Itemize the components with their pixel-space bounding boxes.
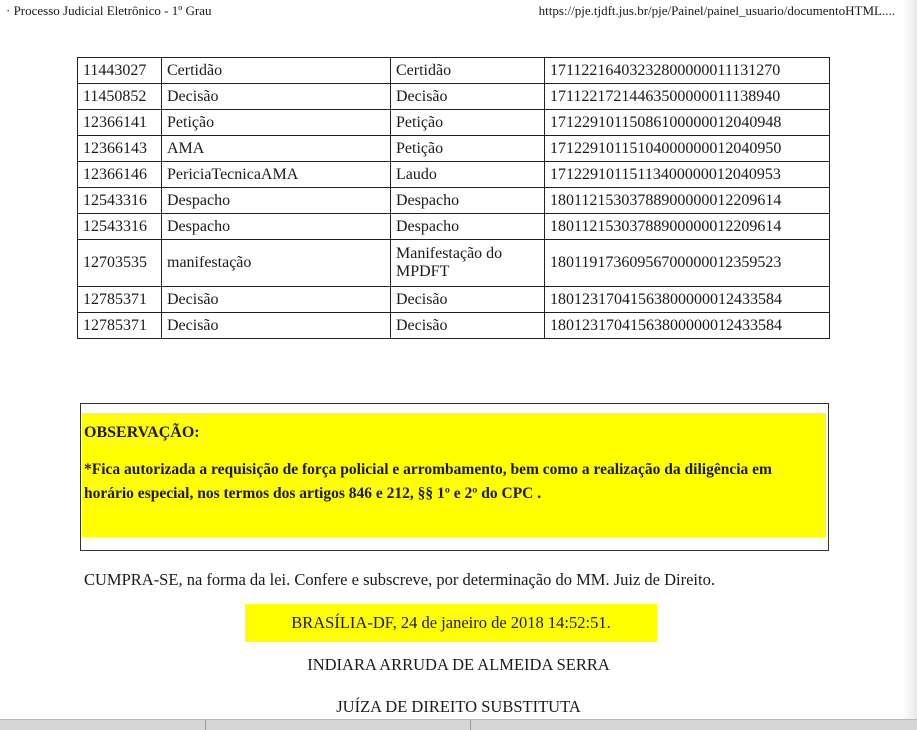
table-row — [78, 136, 830, 162]
doc-name-cell: Decisão — [162, 287, 391, 313]
date-line: BRASÍLIA-DF, 24 de janeiro de 2018 14:52:51. — [291, 613, 611, 632]
doc-type-cell: Decisão — [391, 313, 545, 339]
page-edge-shadow — [903, 0, 917, 730]
doc-type-cell: Decisão — [391, 84, 545, 110]
doc-type-cell: Laudo — [391, 162, 545, 188]
doc-id-cell: 12543316 — [78, 214, 162, 240]
signer-name: INDIARA ARRUDA DE ALMEIDA SERRA — [307, 655, 610, 674]
doc-hash-cell: 17122910115113400000012040953 — [545, 162, 830, 188]
doc-hash-cell: 17122910115086100000012040948 — [545, 110, 830, 136]
cumpra-se-statement: CUMPRA-SE, na forma da lei. Confere e subscreve, por determinação do MM. Juiz de Direito. — [84, 570, 715, 589]
doc-name-cell: Decisão — [162, 84, 391, 110]
doc-id-cell: 12703535 — [78, 240, 162, 287]
table-row — [78, 313, 830, 339]
table-row — [78, 58, 830, 84]
signer-title: JUÍZA DE DIREITO SUBSTITUTA — [336, 697, 581, 716]
doc-id-cell: 12366143 — [78, 136, 162, 162]
table-row — [78, 240, 830, 287]
doc-id-cell: 11443027 — [78, 58, 162, 84]
header-url: https://pje.tjdft.jus.br/pje/Painel/painel_usuario/documentoHTML.... — [538, 3, 895, 18]
doc-name-cell: Petição — [162, 110, 391, 136]
toolbar-divider — [470, 720, 471, 730]
doc-type-cell: Certidão — [391, 58, 545, 84]
table-row — [78, 110, 830, 136]
doc-type-cell: Despacho — [391, 188, 545, 214]
documents-table — [77, 57, 830, 339]
doc-hash-cell: 18011215303788900000012209614 — [545, 214, 830, 240]
doc-type-cell: Decisão — [391, 287, 545, 313]
doc-name-cell: AMA — [162, 136, 391, 162]
doc-name-cell: manifestação — [162, 240, 391, 287]
doc-id-cell: 12366141 — [78, 110, 162, 136]
doc-hash-cell: 18012317041563800000012433584 — [545, 287, 830, 313]
header-system-name: · Processo Judicial Eletrônico - 1º Grau — [6, 3, 212, 18]
doc-type-cell: Despacho — [391, 214, 545, 240]
doc-name-cell: Certidão — [162, 58, 391, 84]
doc-hash-cell: 18012317041563800000012433584 — [545, 313, 830, 339]
doc-id-cell: 12543316 — [78, 188, 162, 214]
doc-id-cell: 12366146 — [78, 162, 162, 188]
doc-type-cell: Petição — [391, 110, 545, 136]
doc-name-cell: PericiaTecnicaAMA — [162, 162, 391, 188]
toolbar-divider — [205, 720, 206, 730]
doc-name-cell: Despacho — [162, 188, 391, 214]
doc-type-cell: Petição — [391, 136, 545, 162]
observation-title: OBSERVAÇÃO: — [84, 424, 200, 441]
table-row — [78, 188, 830, 214]
table-row — [78, 214, 830, 240]
doc-name-cell: Despacho — [162, 214, 391, 240]
table-row — [78, 162, 830, 188]
table-row — [78, 84, 830, 110]
doc-hash-cell: 17122910115104000000012040950 — [545, 136, 830, 162]
doc-hash-cell: 18011917360956700000012359523 — [545, 240, 830, 287]
bottom-toolbar-strip — [0, 719, 917, 730]
doc-type-cell: Manifestação do MPDFT — [391, 240, 545, 287]
doc-id-cell: 12785371 — [78, 287, 162, 313]
observation-text: *Fica autorizada a requisição de força policial e arrombamento, bem como a realização da diligência em horário especial, nos termos dos artigos 846 e 212, §§ 1º e 2º do CPC . — [84, 461, 772, 502]
doc-hash-cell: 18011215303788900000012209614 — [545, 188, 830, 214]
doc-name-cell: Decisão — [162, 313, 391, 339]
doc-id-cell: 11450852 — [78, 84, 162, 110]
doc-hash-cell: 17112216403232800000011131270 — [545, 58, 830, 84]
doc-hash-cell: 17112217214463500000011138940 — [545, 84, 830, 110]
table-row — [78, 287, 830, 313]
doc-id-cell: 12785371 — [78, 313, 162, 339]
